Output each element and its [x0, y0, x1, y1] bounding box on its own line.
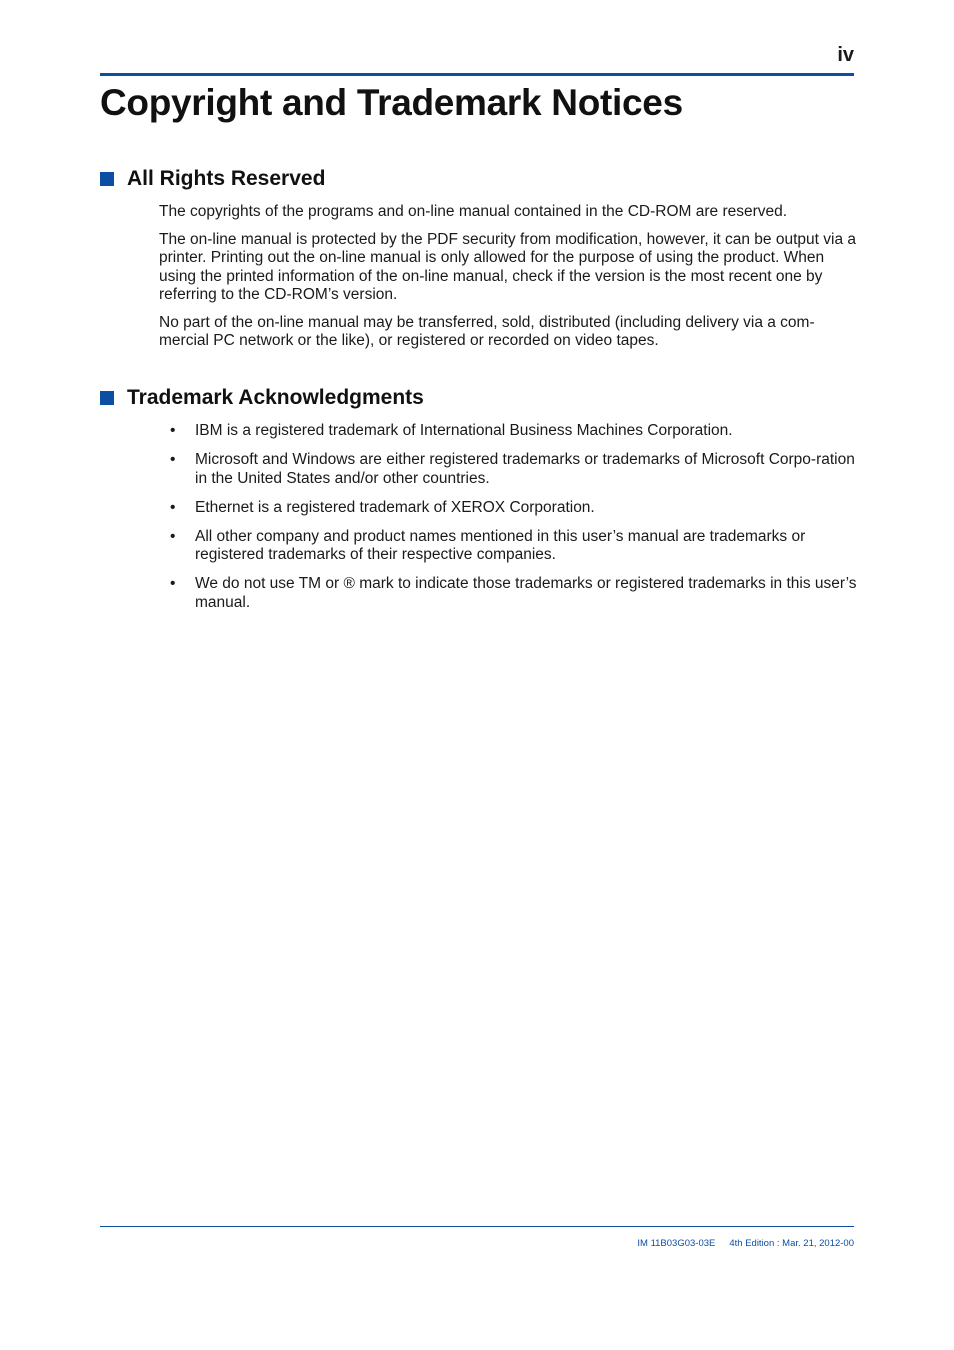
footer [500, 1238, 854, 1249]
paragraph: The on-line manual is protected by the PDF security from modification, however, it can be output via a printer. Printing out the on-line manual is only allowed for the purpose of using the product. When using the printed information of the on-line manual, check if the version is the most recent one by referring to the CD-ROM’s version. [159, 230, 856, 303]
list-item-text: We do not use TM or ® mark to indicate those trademarks or registered trademarks in this user’s manual. [195, 575, 857, 611]
list-item [170, 499, 860, 518]
all-rights-reserved-body [159, 203, 859, 360]
list-item-text: All other company and product names mentioned in this user’s manual are trademarks or registered trademarks of their respective companies. [195, 527, 806, 563]
header-rule [100, 73, 854, 76]
list-item-text: IBM is a registered trademark of International Business Machines Corporation. [195, 422, 733, 439]
list-item-text: Ethernet is a registered trademark of XEROX Corporation. [195, 498, 595, 516]
trademark-list [170, 422, 860, 623]
document-id: IM 11B03G03-03E [637, 1238, 716, 1249]
section-heading-all-rights-reserved [100, 167, 325, 191]
square-bullet-icon [100, 172, 114, 186]
section-heading-text: Trademark Acknowledgments [127, 386, 424, 409]
list-item [170, 528, 860, 565]
paragraph: The copyrights of the programs and on-line manual contained in the CD-ROM are reserved. [159, 203, 788, 220]
bullet-dot-icon: • [170, 498, 176, 516]
list-item-text: Microsoft and Windows are either registered trademarks or trademarks of Microsoft Corpo-ration in the United States and/or other countries. [195, 451, 855, 487]
footer-rule [100, 1226, 854, 1227]
square-bullet-icon [100, 391, 114, 405]
list-item [170, 451, 860, 488]
page-title: Copyright and Trademark Notices [100, 82, 683, 123]
bullet-dot-icon: • [170, 527, 176, 545]
section-heading-text: All Rights Reserved [127, 167, 326, 190]
bullet-dot-icon: • [170, 451, 176, 468]
edition-info: 4th Edition : Mar. 21, 2012-00 [729, 1238, 854, 1249]
list-item [170, 422, 860, 441]
page-number: iv [837, 44, 854, 66]
bullet-dot-icon: • [170, 575, 176, 592]
bullet-dot-icon: • [170, 422, 176, 439]
paragraph: No part of the on-line manual may be transferred, sold, distributed (including delivery via a com-mercial PC network or the like), or registered or recorded on video tapes. [159, 313, 815, 349]
section-heading-trademark-acknowledgments [100, 386, 424, 410]
list-item [170, 575, 860, 612]
